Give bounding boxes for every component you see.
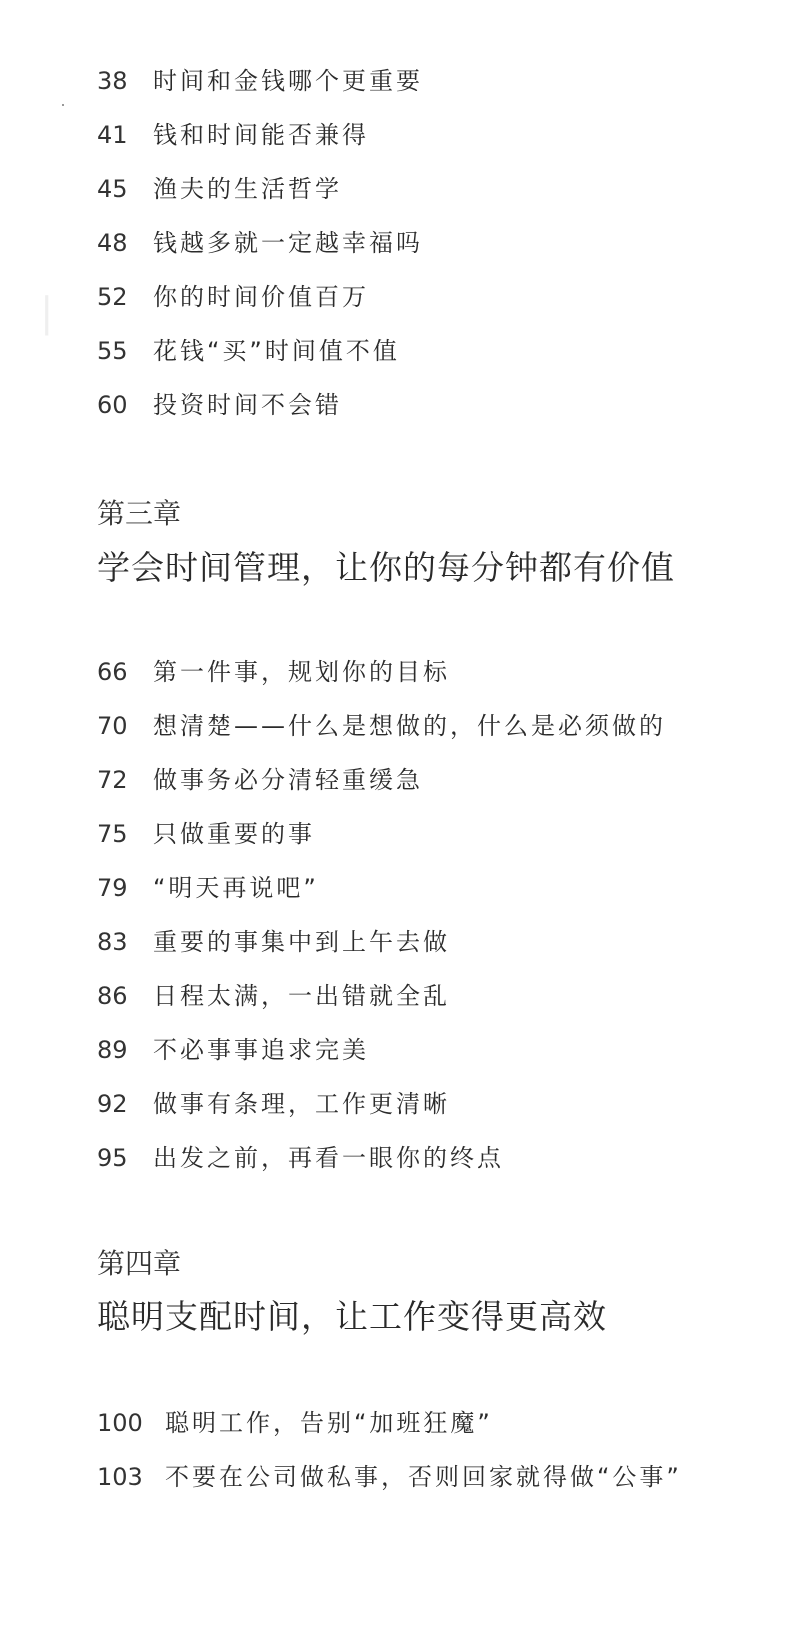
toc-entry[interactable] — [97, 819, 315, 849]
toc-page-number: 55 — [97, 337, 128, 365]
toc-entry-title: 做事有条理，工作更清晰 — [153, 1090, 450, 1118]
toc-entry[interactable] — [97, 765, 423, 795]
toc-page-number: 83 — [97, 928, 128, 956]
toc-entry-title: 聪明工作，告别“加班狂魔” — [165, 1409, 493, 1437]
toc-page-number: 89 — [97, 1036, 128, 1064]
toc-entry[interactable] — [97, 228, 423, 258]
toc-entry-title: 第一件事，规划你的目标 — [153, 658, 450, 686]
chapter-title[interactable]: 学会时间管理，让你的每分钟都有价值 — [97, 548, 675, 587]
toc-entry-title: “明天再说吧” — [153, 874, 319, 902]
toc-page-number: 100 — [97, 1409, 143, 1437]
toc-entry-title: 花钱“买”时间值不值 — [153, 337, 400, 365]
chapter-label: 第四章 — [97, 1247, 182, 1280]
toc-entry-title: 只做重要的事 — [153, 820, 315, 848]
toc-entry-title: 想清楚——什么是想做的，什么是必须做的 — [153, 712, 666, 740]
toc-page-number: 38 — [97, 67, 128, 95]
scan-speck — [62, 104, 64, 106]
toc-entry[interactable] — [97, 1408, 493, 1438]
toc-page-number: 70 — [97, 712, 128, 740]
toc-entry[interactable] — [97, 981, 450, 1011]
toc-entry[interactable] — [97, 657, 450, 687]
toc-entry[interactable] — [97, 873, 319, 903]
toc-page-number: 66 — [97, 658, 128, 686]
chapter-title[interactable]: 聪明支配时间，让工作变得更高效 — [97, 1297, 607, 1336]
toc-entry-title: 投资时间不会错 — [153, 391, 342, 419]
toc-entry[interactable] — [97, 1089, 450, 1119]
toc-entry-title: 你的时间价值百万 — [153, 283, 369, 311]
toc-entry-title: 时间和金钱哪个更重要 — [153, 67, 423, 95]
toc-entry-title: 日程太满，一出错就全乱 — [153, 982, 450, 1010]
toc-entry[interactable] — [97, 66, 423, 96]
chapter-label: 第三章 — [97, 497, 182, 530]
toc-entry-title: 做事务必分清轻重缓急 — [153, 766, 423, 794]
toc-entry[interactable] — [97, 711, 666, 741]
bleed-through-mark: | — [40, 290, 54, 336]
toc-entry-title: 渔夫的生活哲学 — [153, 175, 342, 203]
toc-entry-title: 钱越多就一定越幸福吗 — [153, 229, 423, 257]
toc-entry-title: 出发之前，再看一眼你的终点 — [153, 1144, 504, 1172]
toc-entry[interactable] — [97, 927, 450, 957]
toc-page-number: 72 — [97, 766, 128, 794]
toc-page-number: 92 — [97, 1090, 128, 1118]
toc-page-number: 103 — [97, 1463, 143, 1491]
toc-page-number: 48 — [97, 229, 128, 257]
toc-entry[interactable] — [97, 282, 369, 312]
toc-page-number: 75 — [97, 820, 128, 848]
toc-entry[interactable] — [97, 174, 342, 204]
toc-entry-title: 不必事事追求完美 — [153, 1036, 369, 1064]
toc-page-number: 45 — [97, 175, 128, 203]
toc-page-number: 52 — [97, 283, 128, 311]
toc-page-number: 79 — [97, 874, 128, 902]
toc-entry-title: 钱和时间能否兼得 — [153, 121, 369, 149]
toc-entry[interactable] — [97, 1462, 682, 1492]
toc-page-number: 60 — [97, 391, 128, 419]
toc-page-number: 41 — [97, 121, 128, 149]
toc-entry[interactable] — [97, 1035, 369, 1065]
toc-page-number: 86 — [97, 982, 128, 1010]
toc-entry-title: 不要在公司做私事，否则回家就得做“公事” — [165, 1463, 682, 1491]
toc-entry-title: 重要的事集中到上午去做 — [153, 928, 450, 956]
toc-entry[interactable] — [97, 336, 400, 366]
toc-page-number: 95 — [97, 1144, 128, 1172]
toc-entry[interactable] — [97, 120, 369, 150]
toc-entry[interactable] — [97, 1143, 504, 1173]
toc-entry[interactable] — [97, 390, 342, 420]
